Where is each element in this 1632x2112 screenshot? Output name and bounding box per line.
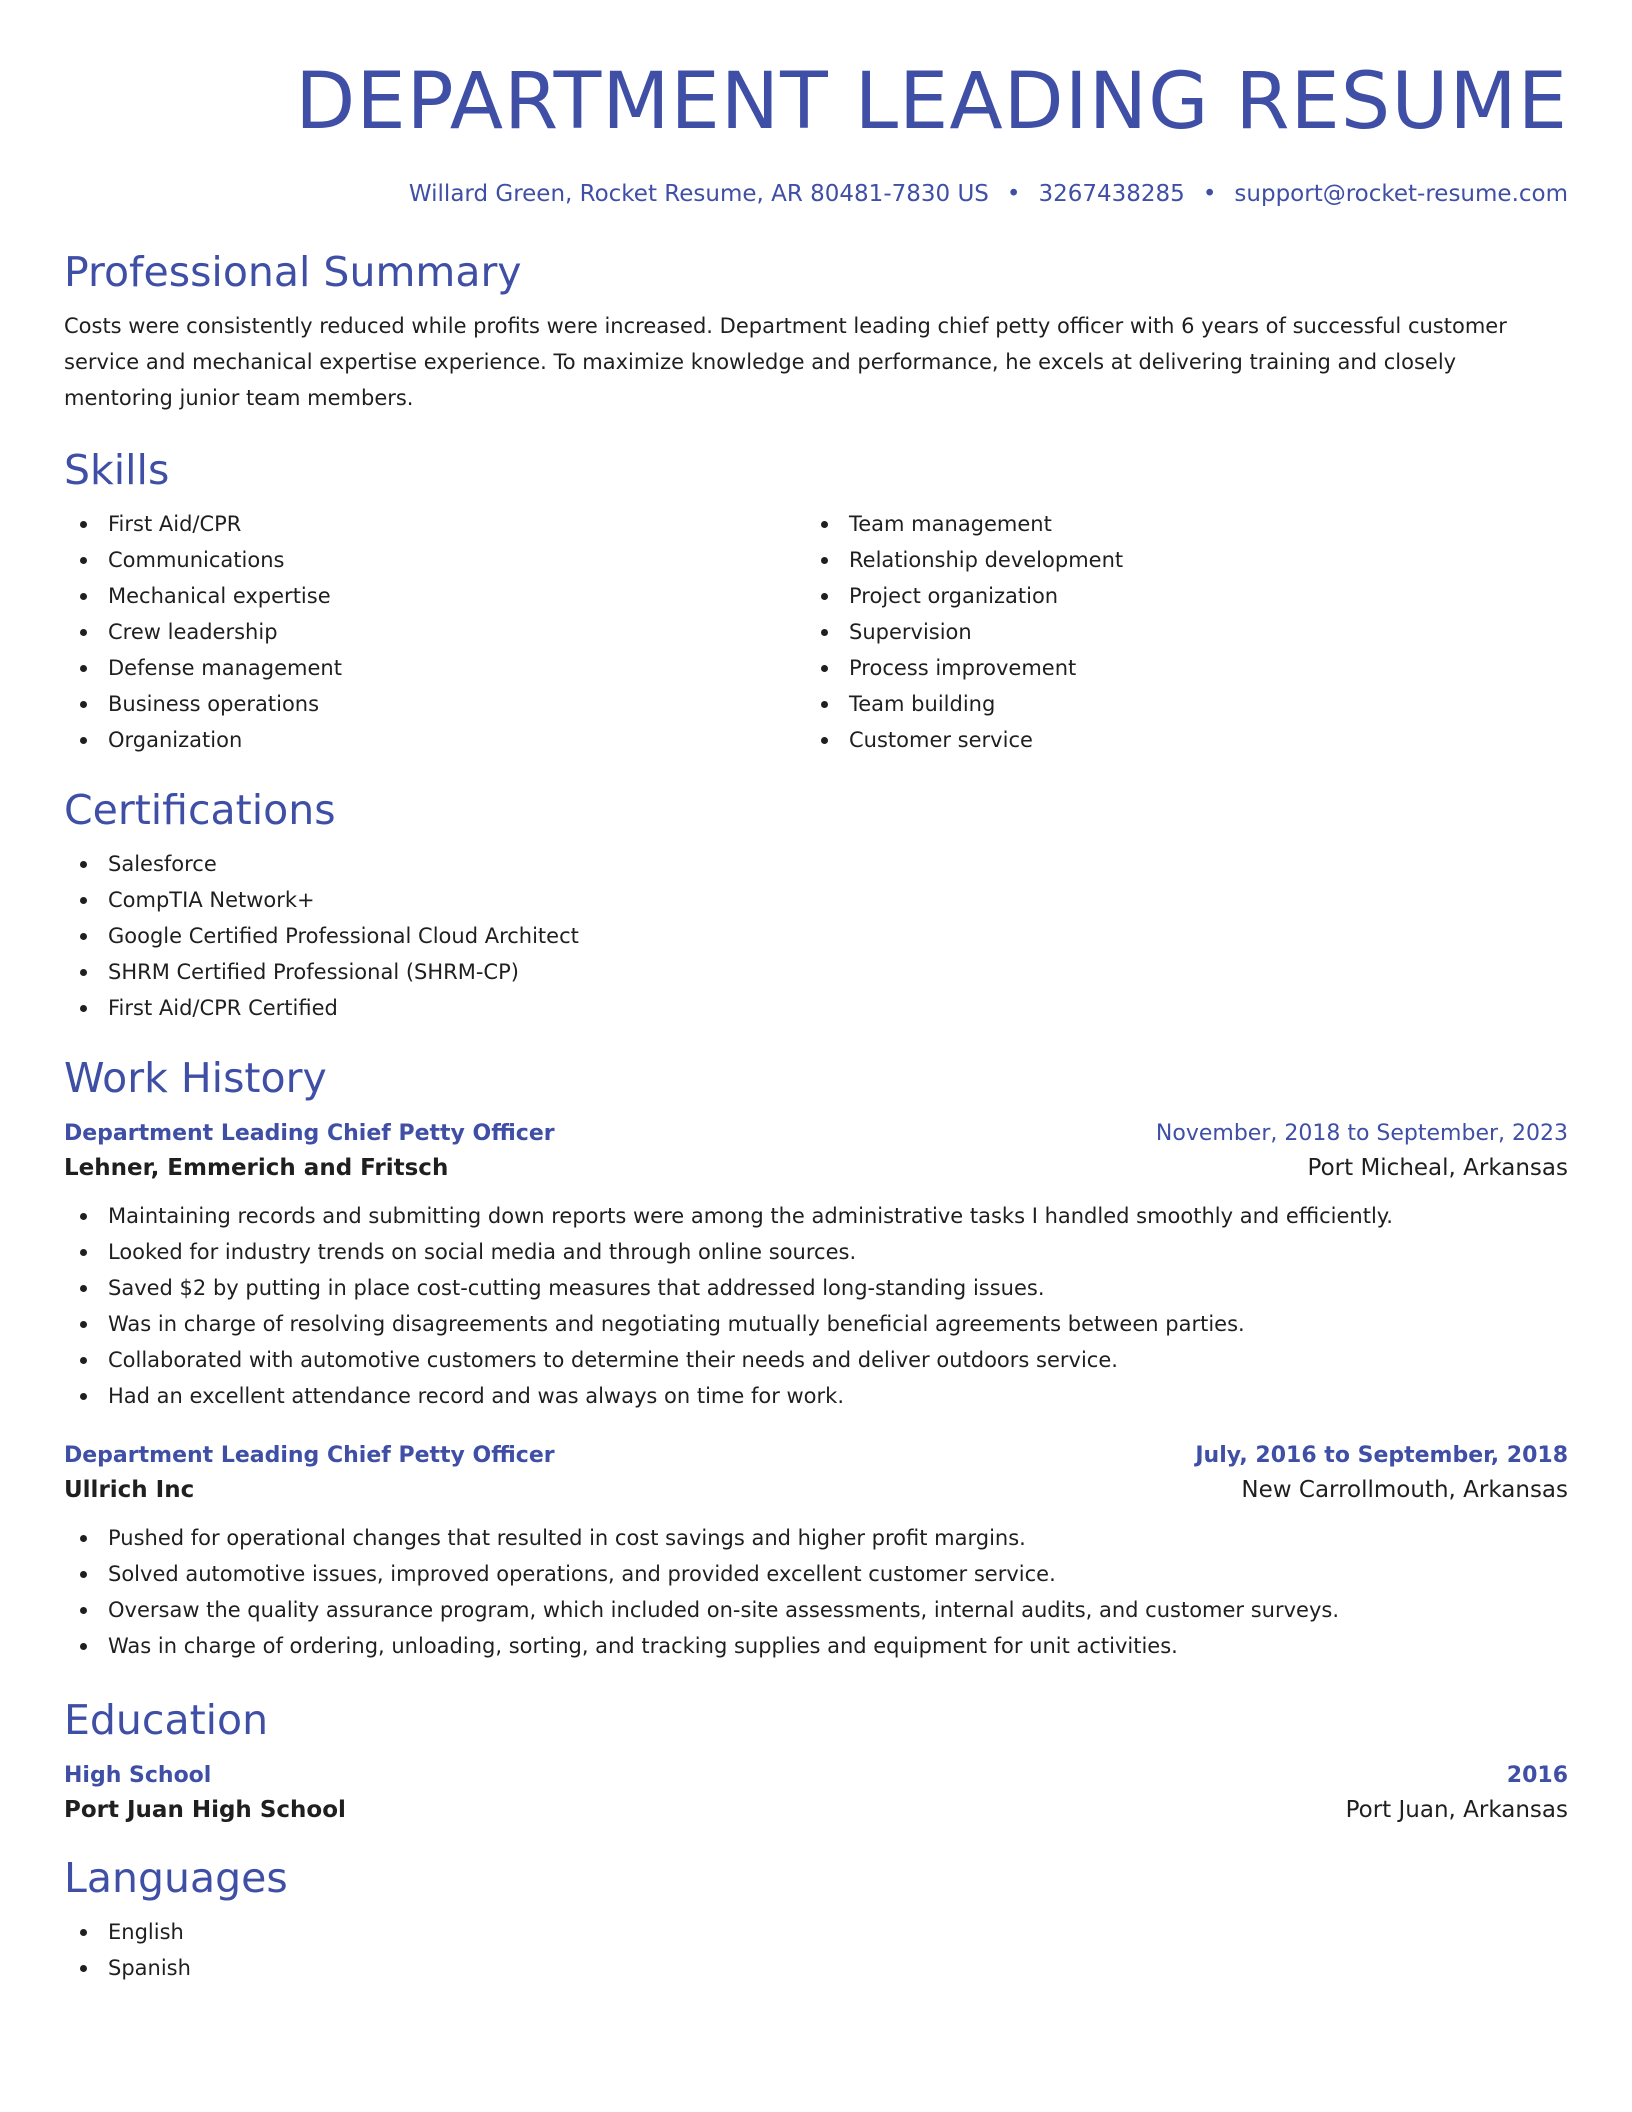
education-year: 2016 xyxy=(1506,1763,1568,1788)
job-entry xyxy=(64,1440,1568,1664)
job-duty: Pushed for operational changes that resulted in cost savings and higher profit margins. xyxy=(64,1520,1568,1556)
education-heading: Education xyxy=(64,1696,269,1744)
job-duty: Maintaining records and submitting down reports were among the administrative tasks I handled smoothly and efficiently. xyxy=(64,1198,1568,1234)
skills-list xyxy=(64,506,1568,758)
education-school: Port Juan High School xyxy=(64,1797,346,1823)
job-title: Department Leading Chief Petty Officer xyxy=(64,1121,555,1146)
skill-item: Team building xyxy=(805,686,1568,722)
job-location: Port Micheal, Arkansas xyxy=(1307,1155,1568,1181)
education-entry xyxy=(64,1760,1568,1828)
contact-line xyxy=(64,178,1568,210)
summary-heading: Professional Summary xyxy=(64,248,522,296)
certification-item: SHRM Certified Professional (SHRM-CP) xyxy=(64,954,1568,990)
job-company: Ullrich Inc xyxy=(64,1477,195,1503)
contact-address: Willard Green, Rocket Resume, AR 80481-7830 US xyxy=(408,181,989,207)
certification-item: Salesforce xyxy=(64,846,1568,882)
contact-email: support@rocket-resume.com xyxy=(1234,181,1568,207)
skill-item: Process improvement xyxy=(805,650,1568,686)
job-duty: Saved $2 by putting in place cost-cutting measures that addressed long-standing issues. xyxy=(64,1270,1568,1306)
skills-column-left xyxy=(64,506,805,758)
job-duty: Collaborated with automotive customers to determine their needs and deliver outdoors service. xyxy=(64,1342,1568,1378)
languages-heading: Languages xyxy=(64,1854,288,1902)
job-title: Department Leading Chief Petty Officer xyxy=(64,1443,555,1468)
skill-item: First Aid/CPR xyxy=(64,506,805,542)
work-history-heading: Work History xyxy=(64,1054,327,1102)
contact-separator: • xyxy=(1006,181,1021,207)
job-duty: Looked for industry trends on social media and through online sources. xyxy=(64,1234,1568,1270)
job-company: Lehner, Emmerich and Fritsch xyxy=(64,1155,449,1181)
education-location: Port Juan, Arkansas xyxy=(1345,1797,1568,1823)
skill-item: Crew leadership xyxy=(64,614,805,650)
job-duty: Had an excellent attendance record and was always on time for work. xyxy=(64,1378,1568,1414)
skill-item: Supervision xyxy=(805,614,1568,650)
job-dates: July, 2016 to September, 2018 xyxy=(1195,1443,1568,1468)
certification-item: Google Certified Professional Cloud Architect xyxy=(64,918,1568,954)
certification-item: CompTIA Network+ xyxy=(64,882,1568,918)
summary-text: Costs were consistently reduced while profits were increased. Department leading chief petty officer with 6 years of successful customer service and mechanical expertise experience. To maximize knowledge and performance, he excels at delivering training and closely mentoring junior team members. xyxy=(64,314,1507,410)
job-duty: Was in charge of resolving disagreements and negotiating mutually beneficial agreements between parties. xyxy=(64,1306,1568,1342)
job-dates: November, 2018 to September, 2023 xyxy=(1155,1121,1568,1146)
job-entry xyxy=(64,1118,1568,1414)
contact-phone: 3267438285 xyxy=(1038,181,1185,207)
skill-item: Mechanical expertise xyxy=(64,578,805,614)
certifications-list xyxy=(64,846,1568,1026)
certifications-heading: Certifications xyxy=(64,786,336,834)
skill-item: Team management xyxy=(805,506,1568,542)
skills-column-right xyxy=(805,506,1568,758)
certification-item: First Aid/CPR Certified xyxy=(64,990,1568,1026)
job-duty: Oversaw the quality assurance program, which included on-site assessments, internal audits, and customer surveys. xyxy=(64,1592,1568,1628)
skill-item: Customer service xyxy=(805,722,1568,758)
job-duties xyxy=(64,1198,1568,1414)
language-item: Spanish xyxy=(64,1950,1568,1986)
languages-list xyxy=(64,1914,1568,1986)
language-item: English xyxy=(64,1914,1568,1950)
skill-item: Project organization xyxy=(805,578,1568,614)
contact-separator: • xyxy=(1202,181,1217,207)
skill-item: Defense management xyxy=(64,650,805,686)
skill-item: Organization xyxy=(64,722,805,758)
skill-item: Relationship development xyxy=(805,542,1568,578)
job-location: New Carrollmouth, Arkansas xyxy=(1241,1477,1568,1503)
job-duty: Solved automotive issues, improved operations, and provided excellent customer service. xyxy=(64,1556,1568,1592)
job-duty: Was in charge of ordering, unloading, sorting, and tracking supplies and equipment for unit activities. xyxy=(64,1628,1568,1664)
job-duties xyxy=(64,1520,1568,1664)
skill-item: Business operations xyxy=(64,686,805,722)
resume-title: DEPARTMENT LEADING RESUME xyxy=(295,57,1568,147)
education-degree: High School xyxy=(64,1763,212,1788)
skills-heading: Skills xyxy=(64,446,170,494)
skill-item: Communications xyxy=(64,542,805,578)
